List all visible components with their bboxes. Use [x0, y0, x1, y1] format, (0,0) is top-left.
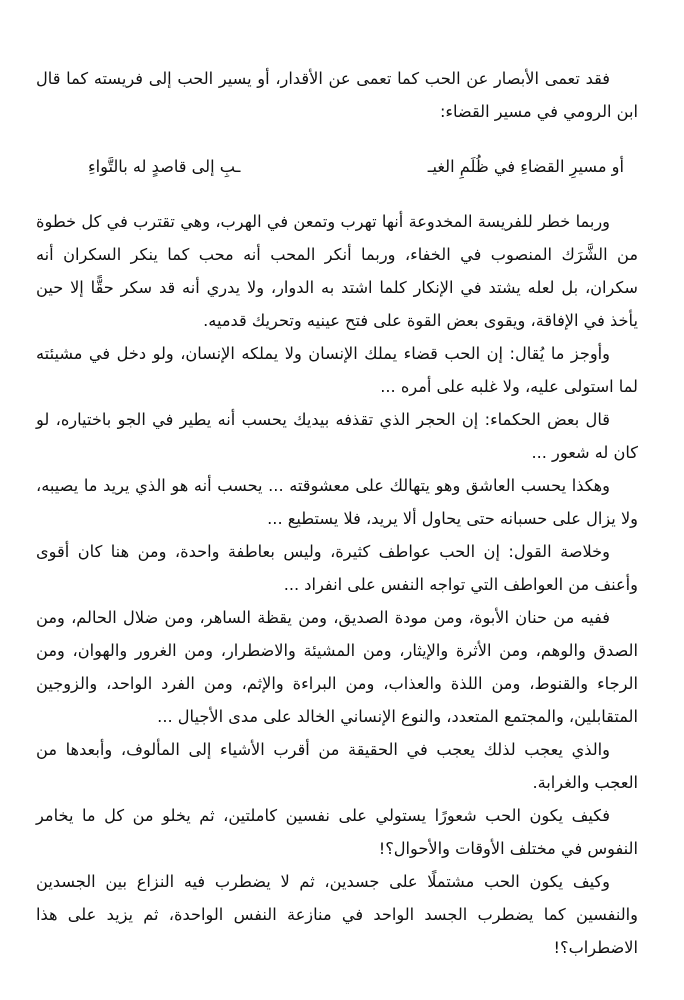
paragraph-summary: وأوجز ما يُقال: إن الحب قضاء يملك الإنسان ولا يملكه الإنسان، ولو دخل في مشيئته لما استولى عليه، ولا غلبه على أمره ...: [36, 344, 638, 396]
paragraph-emotions-list: ففيه من حنان الأبوة، ومن مودة الصديق، ومن يقظة الساهر، ومن ضلال الحالم، ومن الصدق والوهم، ومن الأثرة والإيثار، ومن المشيئة والاضطرار، ومن الغرور والهوان، ومن الرجاء والقنوط، ومن اللذة والعذاب، ومن البراءة والإثم، ومن الفرد الواحد، والزوجين المتقابلين، والمجتمع المتعدد، والنوع الإنساني الخالد على مدى الأجيال ...: [36, 608, 638, 726]
document-page: [36, 62, 638, 964]
poem-verse: [88, 150, 624, 183]
paragraph-prey: وربما خطر للفريسة المخدوعة أنها تهرب وتمعن في الهرب، وهي تقترب في كل خطوة من الشَّرَك المنصوب في الخفاء، وربما أنكر المحب أنه محب كما ينكر السكران أنه سكران، بل لعله يشتد في الإنكار كلما اشتد به الدوار، ولا يدري أنه قد سكر حقًّا إلا حين يأخذ في الإفاقة، ويقوى بعض القوة على فتح عينيه وتحريك قدميه.: [36, 212, 638, 330]
verse-second-hemistich: ـبِ إلى قاصدٍ له بالتَّواءِ: [88, 157, 241, 176]
verse-first-hemistich: أو مسيرِ القضاءِ في ظُلَمِ الغيـ: [427, 157, 624, 176]
intro-paragraph: فقد تعمى الأبصار عن الحب كما تعمى عن الأقدار، أو يسير الحب إلى فريسته كما قال ابن الرومي في مسير القضاء:: [36, 69, 638, 121]
paragraph-question-one: فكيف يكون الحب شعورًا يستولي على نفسين كاملتين، ثم يخلو من كل ما يخامر النفوس في مختلف الأوقات والأحوال؟!: [36, 806, 638, 858]
paragraph-question-two: وكيف يكون الحب مشتملًا على جسدين، ثم لا يضطرب فيه النزاع بين الجسدين والنفسين كما يضطرب الجسد الواحد في منازعة النفس الواحدة، ثم يزيد على هذا الاضطراب؟!: [36, 872, 638, 957]
paragraph-sages: قال بعض الحكماء: إن الحجر الذي تقذفه بيديك يحسب أنه يطير في الجو باختياره، لو كان له شعور ...: [36, 410, 638, 462]
paragraph-lover: وهكذا يحسب العاشق وهو يتهالك على معشوقته ... يحسب أنه هو الذي يريد ما يصيبه، ولا يزال على حسبانه حتى يحاول ألا يريد، فلا يستطيع ...: [36, 476, 638, 528]
paragraph-wonder: والذي يعجب لذلك يعجب في الحقيقة من أقرب الأشياء إلى المألوف، وأبعدها من العجب والغرابة.: [36, 740, 638, 792]
paragraph-conclusion: وخلاصة القول: إن الحب عواطف كثيرة، وليس بعاطفة واحدة، ومن هنا كان أقوى وأعنف من العواطف التي تواجه النفس على انفراد ...: [36, 542, 638, 594]
